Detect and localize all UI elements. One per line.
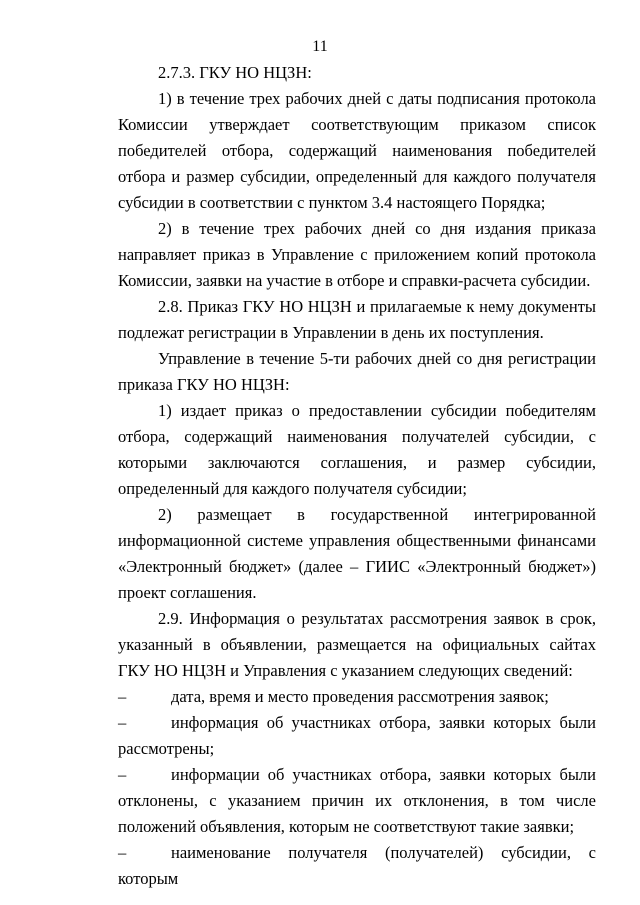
dash-marker: – bbox=[118, 843, 127, 862]
paragraph-item-2-sends-order: 2) в течение трех рабочих дней со дня издания приказа направляет приказ в Управление с приложением копий протокола Комиссии, заявки на участие в отборе и справки-расчета субсидии. bbox=[118, 219, 596, 290]
list-item-text: информации об участниках отбора, заявки которых были отклонены, с указанием причин их отклонения, в том числе положений объявления, которым не соответствуют такие заявки; bbox=[118, 765, 596, 836]
dash-marker: – bbox=[118, 687, 127, 706]
document-body bbox=[118, 60, 596, 892]
list-item bbox=[118, 684, 596, 710]
dash-marker: – bbox=[118, 713, 127, 732]
list-item bbox=[118, 710, 596, 762]
paragraph-department-actions: Управление в течение 5-ти рабочих дней со дня регистрации приказа ГКУ НО НЦЗН: bbox=[118, 349, 596, 394]
list-item bbox=[118, 840, 596, 892]
paragraph-item-1-issues-order: 1) издает приказ о предоставлении субсидии победителям отбора, содержащий наименования получателей субсидии, с которыми заключаются соглашения, и размер субсидии, определенный для каждого получателя субсидии; bbox=[118, 401, 596, 498]
paragraph-item-1-approves-list: 1) в течение трех рабочих дней с даты подписания протокола Комиссии утверждает соответствующим приказом список победителей отбора, содержащий наименования победителей отбора и размер субсидии, определенный для каждого получателя субсидии в соответствии с пунктом 3.4 настоящего Порядка; bbox=[118, 89, 596, 212]
dash-marker: – bbox=[118, 765, 127, 784]
page-number: 11 bbox=[312, 38, 328, 55]
paragraph-2-7-3-heading: 2.7.3. ГКУ НО НЦЗН: bbox=[158, 63, 312, 82]
paragraph-2-9-results-info: 2.9. Информация о результатах рассмотрения заявок в срок, указанный в объявлении, размещается на официальных сайтах ГКУ НО НЦЗН и Управления с указанием следующих сведений: bbox=[118, 609, 596, 680]
list-item-text: наименование получателя (получателей) субсидии, с которым bbox=[118, 843, 596, 888]
paragraph-item-2-publishes-draft: 2) размещает в государственной интегрированной информационной системе управления общественными финансами «Электронный бюджет» (далее – ГИИС «Электронный бюджет») проект соглашения. bbox=[118, 505, 596, 602]
list-item-text: дата, время и место проведения рассмотрения заявок; bbox=[171, 687, 549, 706]
list-item-text: информация об участниках отбора, заявки которых были рассмотрены; bbox=[118, 713, 596, 758]
list-item bbox=[118, 762, 596, 840]
paragraph-2-8-registration: 2.8. Приказ ГКУ НО НЦЗН и прилагаемые к нему документы подлежат регистрации в Управлении в день их поступления. bbox=[118, 297, 596, 342]
